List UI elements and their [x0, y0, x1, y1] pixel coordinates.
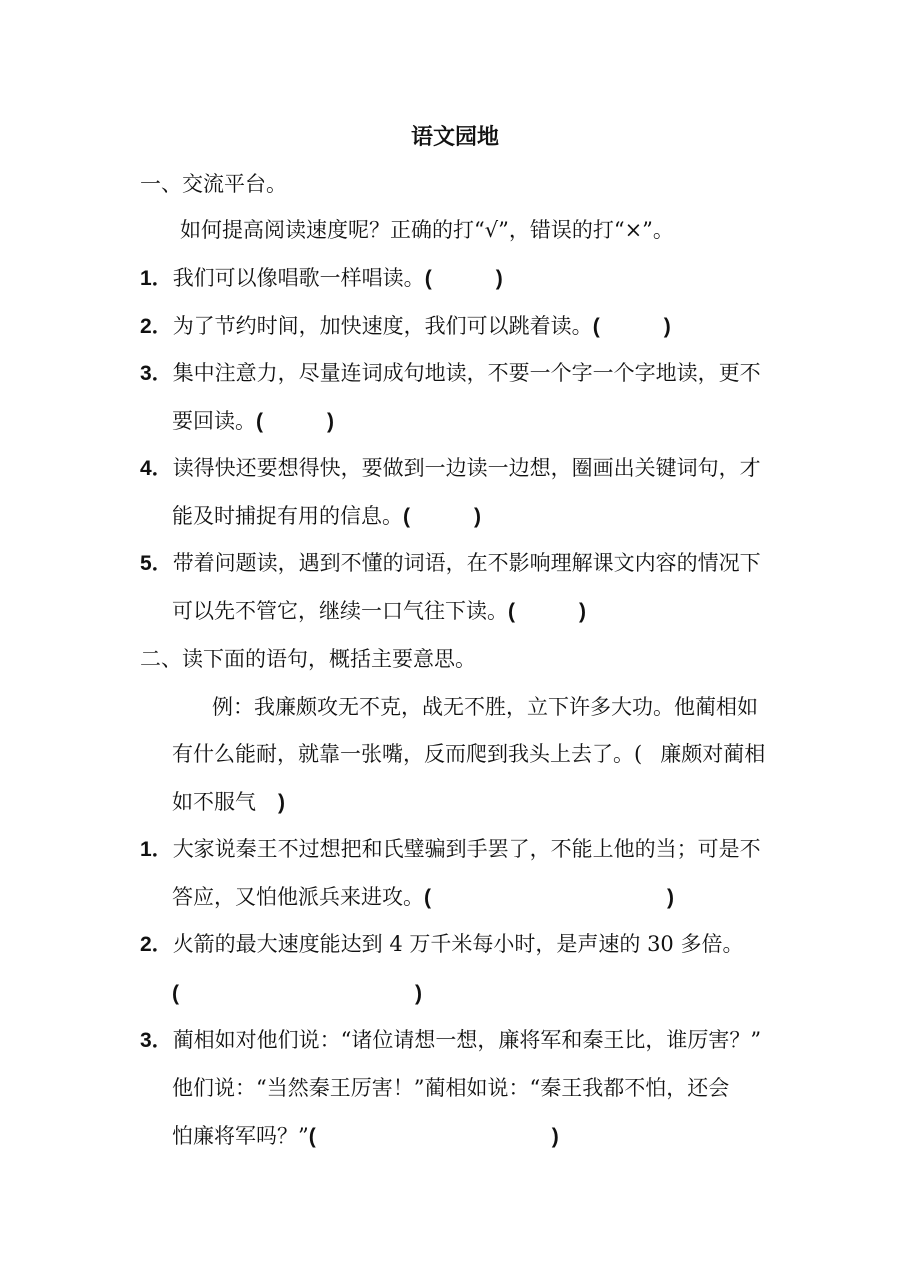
question-number: 3． — [140, 1029, 173, 1052]
question-text: 读得快还要想得快，要做到一边读一边想，圈画出关键词句，才 — [172, 456, 761, 480]
s2-question-3-cont-2 — [172, 1120, 559, 1153]
question-text: 要回读。 — [172, 409, 256, 433]
example-answer: 廉颇对蔺相 — [660, 742, 766, 766]
answer-open-paren: ( — [424, 886, 431, 909]
page-title: 语文园地 — [410, 124, 499, 150]
s2-question-1 — [140, 833, 761, 866]
question-text: 大家说秦王不过想把和氏璧骗到手罢了，不能上他的当；可是不 — [172, 837, 761, 861]
s1-question-4 — [140, 452, 761, 485]
section1-heading: 一、交流平台。 — [140, 172, 287, 196]
question-text: 带着问题读，遇到不懂的词语，在不影响理解课文内容的情况下 — [172, 551, 761, 575]
answer-close-paren: ) — [667, 886, 674, 909]
question-text: 为了节约时间，加快速度，我们可以跳着读。 — [172, 314, 593, 338]
answer-close-paren: ) — [663, 315, 671, 338]
s2-question-3 — [140, 1024, 761, 1057]
s2-question-1-cont — [172, 881, 674, 914]
section2-heading: 二、读下面的语句，概括主要意思。 — [140, 647, 476, 671]
question-text: 答应，又怕他派兵来进攻。 — [172, 885, 424, 909]
section1-instruction: 如何提高阅读速度呢？正确的打“√”，错误的打“×”。 — [180, 218, 674, 242]
answer-open-paren: ( — [172, 982, 179, 1005]
answer-open-paren: ( — [403, 505, 410, 528]
answer-close-paren: ) — [278, 791, 285, 814]
s1-question-4-cont — [172, 500, 481, 533]
answer-open-paren: ( — [308, 1125, 316, 1148]
answer-close-paren: ) — [415, 982, 422, 1005]
s1-question-5-cont — [172, 595, 586, 628]
question-number: 2． — [140, 315, 173, 338]
s2-question-3-cont-1: 他们说：“当然秦王厉害！”蔺相如说：“秦王我都不怕，还会 — [172, 1076, 730, 1100]
answer-close-paren: ) — [474, 505, 481, 528]
question-text: 可以先不管它，继续一口气往下读。 — [172, 599, 508, 623]
s1-question-5 — [140, 547, 761, 580]
answer-open-paren: ( — [592, 315, 600, 338]
answer-close-paren: ) — [495, 267, 503, 290]
question-text: 怕廉将军吗？” — [172, 1124, 309, 1148]
answer-close-paren: ) — [579, 600, 586, 623]
s1-question-3 — [140, 357, 761, 390]
example-line-1: 例：我廉颇攻无不克，战无不胜，立下许多大功。他蔺相如 — [212, 695, 758, 719]
question-text: 我们可以像唱歌一样唱读。 — [172, 266, 425, 290]
example-text: 有什么能耐，就靠一张嘴，反而爬到我头上去了。( — [172, 742, 643, 766]
question-number: 2． — [140, 933, 173, 956]
s1-question-1 — [140, 262, 503, 295]
answer-open-paren: ( — [508, 600, 515, 623]
question-text: 蔺相如对他们说：“诸位请想一想，廉将军和秦王比，谁厉害？” — [172, 1028, 762, 1052]
question-number: 3． — [140, 362, 173, 385]
question-text: 火箭的最大速度能达到 4 万千米每小时，是声速的 30 多倍。 — [172, 932, 744, 956]
answer-close-paren: ) — [551, 1125, 559, 1148]
question-number: 5． — [140, 552, 173, 575]
s2-question-2-cont — [172, 977, 422, 1010]
answer-open-paren: ( — [256, 410, 263, 433]
question-number: 1． — [140, 838, 173, 861]
example-answer: 如不服气 — [172, 790, 256, 814]
question-text: 能及时捕捉有用的信息。 — [172, 504, 403, 528]
s1-question-2 — [140, 310, 671, 343]
question-number: 4． — [140, 457, 173, 480]
question-text: 集中注意力，尽量连词成句地读，不要一个字一个字地读，更不 — [172, 361, 761, 385]
example-line-3 — [172, 786, 285, 819]
answer-open-paren: ( — [424, 267, 432, 290]
s1-question-3-cont — [172, 405, 334, 438]
question-number: 1． — [140, 267, 173, 290]
answer-close-paren: ) — [327, 410, 334, 433]
s2-question-2 — [140, 928, 743, 961]
example-line-2 — [172, 738, 765, 770]
